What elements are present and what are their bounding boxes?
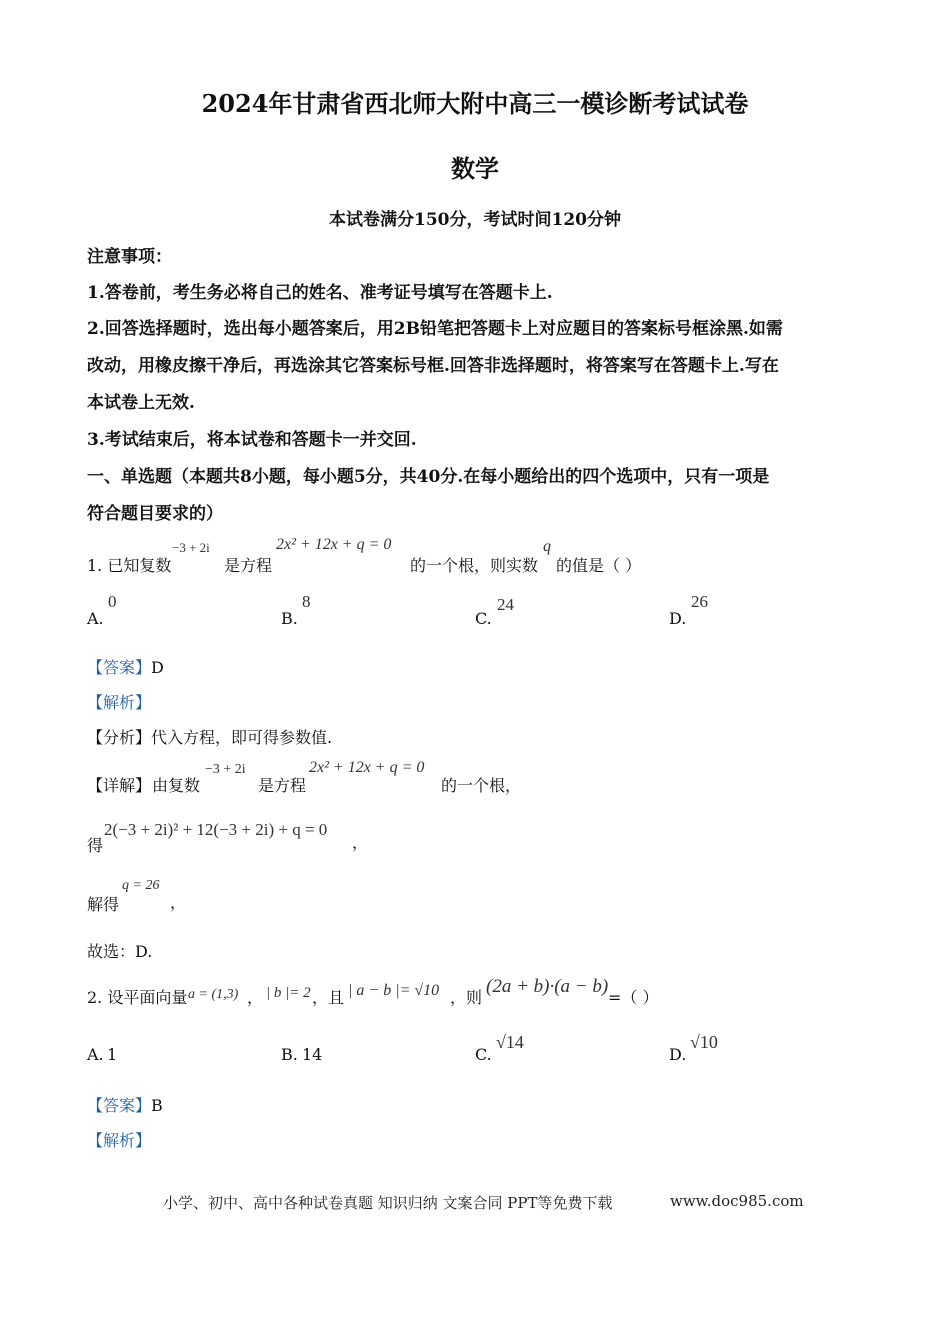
q2-text-2: ， — [247, 988, 264, 1007]
q2-option-d-value: √10 — [690, 1032, 718, 1052]
q1-text-4: 的值是（ ） — [556, 556, 642, 575]
footer-text: 小学、初中、高中各种试卷真题 知识归纳 文案合同 PPT等免费下载 — [163, 1194, 613, 1212]
q1-xiangjie-tag: 【详解】 — [87, 776, 152, 795]
notice-item-1: 1.答卷前，考生务必将自己的姓名、准考证号填写在答题卡上. — [87, 283, 553, 303]
q2-text-5: =（ ） — [608, 988, 659, 1007]
exam-title: 2024年甘肃省西北师大附中高三一模诊断考试试卷 — [201, 89, 749, 118]
q2-answer-tag: 【答案】 — [87, 1096, 152, 1115]
q1-math-equation: 2x² + 12x + q = 0 — [276, 536, 392, 553]
q2-option-a-value: 1 — [107, 1045, 118, 1064]
footer-site-link[interactable]: www.doc985.com — [670, 1192, 804, 1210]
notice-item-3: 3.考试结束后，将本试卷和答题卡一并交回. — [87, 430, 417, 450]
q1-comma-2: ， — [170, 893, 187, 912]
q2-option-b-letter: B. — [281, 1045, 298, 1064]
q2-math-norm-diff: | a − b |= √10 — [348, 982, 440, 999]
q2-math-vector-a: a = (1,3) — [188, 987, 239, 1002]
q1-conclusion: 故选：D. — [87, 942, 153, 961]
q2-math-norm-b: | b |= 2 — [266, 985, 311, 1001]
notice-item-2-line-3: 本试卷上无效. — [87, 393, 195, 413]
q1-text-1: 1. 已知复数 — [87, 556, 172, 575]
q1-equation-substituted: 2(−3 + 2i)² + 12(−3 + 2i) + q = 0 — [104, 820, 328, 839]
exam-info: 本试卷满分150分，考试时间120分钟 — [329, 210, 621, 230]
q1-answer-tag: 【答案】 — [87, 658, 152, 677]
q1-xiangjie-text-3: 的一个根， — [441, 776, 522, 795]
q1-xiangjie-math-equation: 2x² + 12x + q = 0 — [309, 759, 425, 776]
q1-solution: q = 26 — [122, 878, 160, 893]
q1-comma-1: ， — [352, 833, 369, 852]
section-heading-line-1: 一、单选题（本题共8小题，每小题5分，共40分.在每小题给出的四个选项中，只有一项是 — [87, 467, 770, 487]
subject-title: 数学 — [451, 154, 499, 183]
q1-option-d-letter: D. — [669, 609, 687, 628]
q2-text-1: 2. 设平面向量 — [87, 988, 188, 1007]
q1-xiangjie-math-complex: −3 + 2i — [205, 762, 246, 777]
q2-analysis-tag: 【解析】 — [87, 1131, 152, 1150]
q1-math-q: q — [543, 538, 551, 555]
notice-item-2-line-1: 2.回答选择题时，选出每小题答案后，用2B铅笔把答题卡上对应题目的答案标号框涂黑.如需 — [87, 319, 783, 339]
q1-option-d-value: 26 — [691, 592, 708, 611]
q1-fenxi-row — [87, 725, 332, 748]
q1-de: 得 — [87, 836, 104, 855]
notice-item-2-line-2: 改动，用橡皮擦干净后，再选涂其它答案标号框.回答非选择题时，将答案写在答题卡上.写在 — [87, 356, 779, 376]
q2-text-4: ，则 — [450, 988, 483, 1007]
q1-option-b-letter: B. — [281, 609, 298, 628]
section-heading-line-2: 符合题目要求的） — [87, 504, 223, 524]
q1-xiangjie-text-2: 是方程 — [258, 776, 307, 795]
q2-option-c-value: √14 — [496, 1032, 524, 1052]
q1-option-a-value: 0 — [108, 592, 117, 611]
q2-option-c-letter: C. — [475, 1045, 492, 1064]
q1-option-b-value: 8 — [302, 592, 311, 611]
q1-math-complex: −3 + 2i — [172, 540, 210, 555]
q1-option-c-value: 24 — [497, 595, 514, 614]
notice-heading: 注意事项： — [87, 247, 172, 267]
q1-option-c-letter: C. — [475, 609, 492, 628]
q1-jiede: 解得 — [87, 895, 120, 914]
q2-answer: B — [151, 1096, 163, 1115]
q2-option-d-letter: D. — [669, 1045, 687, 1064]
q2-answer-row — [87, 1093, 163, 1116]
q1-xiangjie-text-1: 由复数 — [152, 776, 201, 795]
q2-math-dot-product: (2a + b)·(a − b) — [486, 976, 609, 997]
q1-text-2: 是方程 — [224, 556, 273, 575]
q1-answer: D — [151, 658, 164, 677]
q2-text-3: ，且 — [312, 988, 345, 1007]
q1-analysis-tag: 【解析】 — [87, 693, 152, 712]
q1-fenxi-text: 代入方程，即可得参数值. — [151, 728, 333, 747]
q1-text-3: 的一个根，则实数 — [410, 556, 539, 575]
q1-option-a-letter: A. — [87, 609, 104, 628]
q1-answer-row — [87, 655, 164, 678]
q2-option-b-value: 14 — [302, 1045, 323, 1064]
q2-option-a-letter: A. — [87, 1045, 104, 1064]
q1-fenxi-tag: 【分析】 — [87, 728, 152, 747]
